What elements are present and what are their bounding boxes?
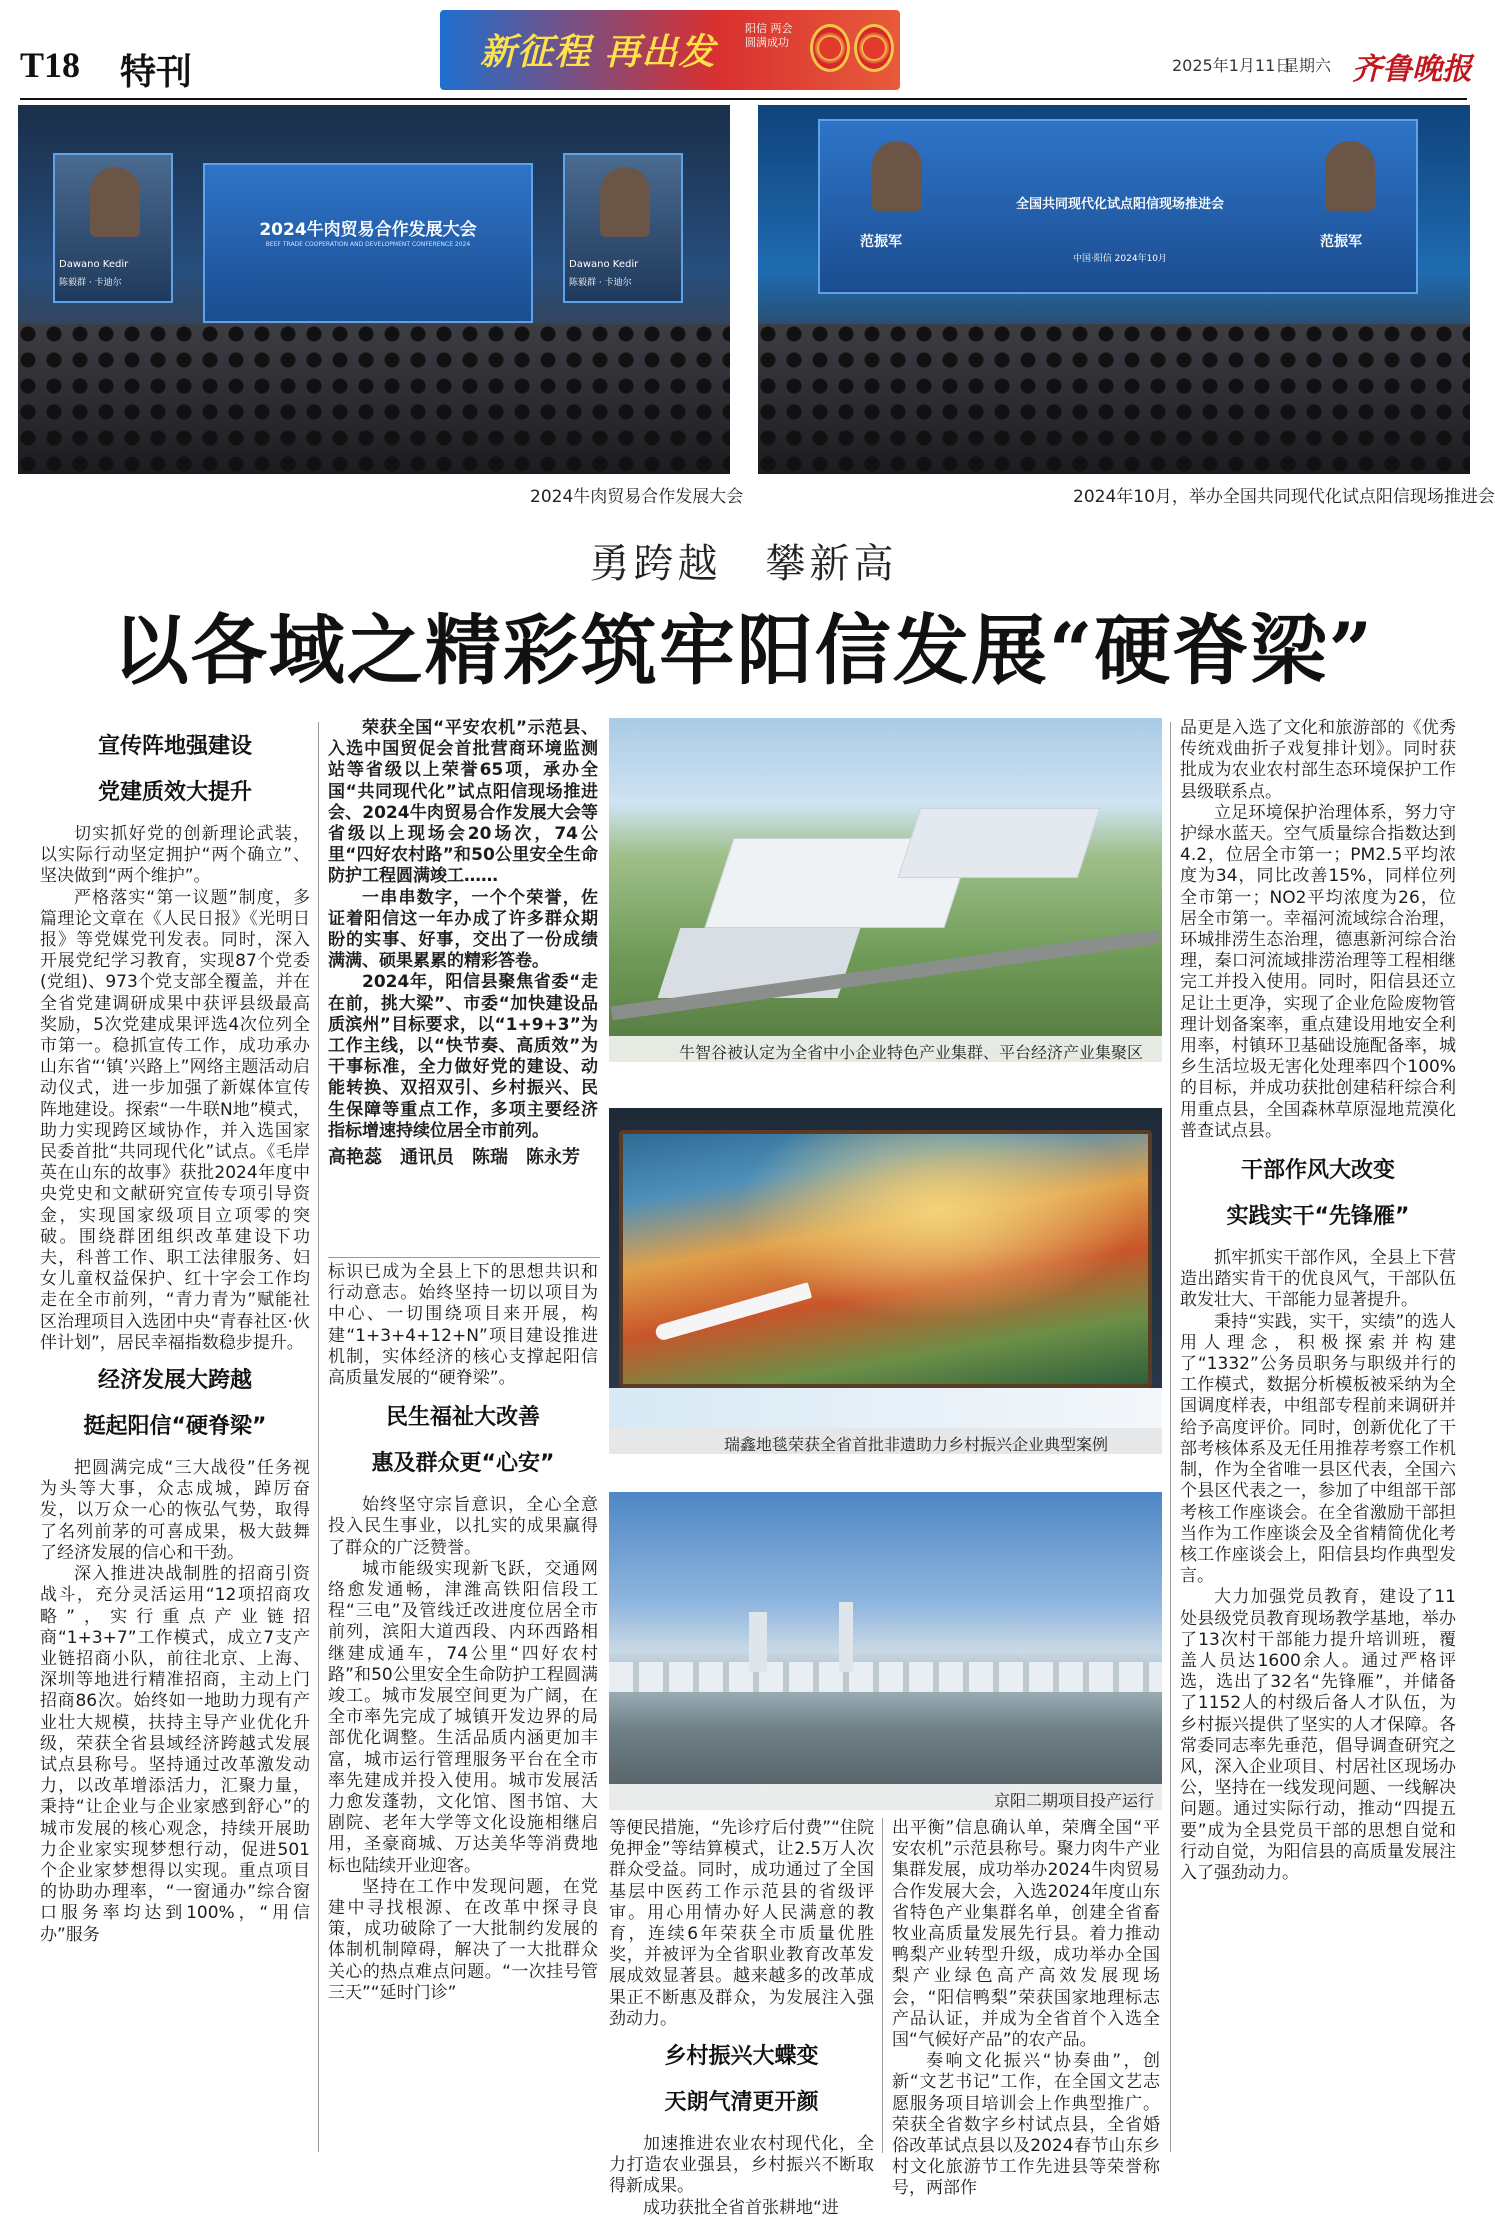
paragraph: 大力加强党员教育，建设了11处县级党员教育现场教学基地，举办了13次村干部能力提升培训班，覆盖人员达1600余人。通过严格评选，选出了32名“先锋雁”，并储备了1152人的村级后备人才队伍，为乡村振兴提供了坚实的人才保障。各常委同志率先垂范，倡导调查研究之风，深入企业项目、村居社区现场办公，坚持在一线发现问题、一线解决问题。通过实际行动，推动“四提五要”成为全县党员干部的思想自觉和行动自觉，为阳信县的高质量发展注入了强劲动力。 xyxy=(1180,1587,1456,1883)
paragraph: 严格落实“第一议题”制度，多篇理论文章在《人民日报》《光明日报》等党媒党刊发表。同时，深入开展党纪学习教育，实现87个党委(党组)、973个党支部全覆盖，并在全省党建调研成果中获评县级最高奖励，5次党建成果评选4次位列全市第一。稳抓宣传工作，成功承办山东省“‘镇’兴路上”网络主题活动启动仪式，进一步加强了新媒体宣传阵地建设。探索“一牛联N地”模式，助力实现跨区域协作，并入选国家民委首批“共同现代化”试点。《毛岸英在山东的故事》获批2024年度中央党史和文献研究宣传专项引导资金，实现国家级项目立项零的突破。围绕群团组织改革建设下功夫，科普工作、职工法律服务、妇女儿童权益保护、红十字会工作均走在全市前列，“青力青为”赋能社区治理项目入选团中央“青春社区·伙伴计划”，居民幸福指数稳步提升。 xyxy=(40,887,310,1353)
subhead: 宣传阵地强建设 xyxy=(97,734,252,759)
column-2 xyxy=(328,1262,598,2004)
chimney xyxy=(749,1612,767,1672)
paragraph: 深入推进决战制胜的招商引资战斗，充分灵活运用“12项招商攻略”，实行重点产业链招商“1+3+7”工作模式，成立7支产业链招商小队，前往北京、上海、深圳等地进行精准招商，主动上门招商86次。始终如一地助力现有产业壮大规模，扶持主导产业优化升级，荣获全省县域经济跨越式发展试点县称号。坚持通过改革激发动力，以改革增添活力，汇聚力量，秉持“让企业与企业家感到舒心”的城市发展的核心观念，持续开展助力企业家实现梦想行动，促进501个企业家梦想得以实现。重点项目的协助办理率，“一窗通办”综合窗口服务率均达到100%，“用信办”服务 xyxy=(40,1564,310,1945)
kicker-title: 勇跨越 攀新高 xyxy=(589,541,898,587)
paragraph: 加速推进农业农村现代化，全力打造农业强县，乡村振兴不断取得新成果。 xyxy=(609,2134,874,2197)
subhead: 干部作风大改变 xyxy=(1240,1158,1395,1184)
screen-title: 2024牛肉贸易合作发展大会 xyxy=(259,220,477,240)
lead-paragraph: 荣获全国“平安农机”示范县、入选中国贸促会首批营商环境监测站等省级以上荣誉65项，承办全国“共同现代化”试点阳信现场推进会、2024牛肉贸易合作发展大会等省级以上现场会20场次，74公里“四好农村路”和50公里安全生命防护工程圆满竣工…… xyxy=(328,718,598,887)
banner-ad xyxy=(440,10,900,90)
issue-weekday: 星期六 xyxy=(1283,56,1332,75)
right-side-screen xyxy=(563,153,683,303)
page-number: T18 xyxy=(20,45,81,85)
paragraph: 立足环境保护治理体系，努力守护绿水蓝天。空气质量综合指数达到4.2，位居全市第一；PM2.5平均浓度为34，同比改善15%，同样位列全市第一；NO2平均浓度为26，位居全市第一。幸福河流域综合治理，环城排涝生态治理，德惠新河综合治理，秦口河流域排涝治理等工程相继完工并投入使用。同时，阳信县还立足让土更净，实现了企业危险废物管理计划备案率，重点建设用地安全利用率，村镇环卫基础设施配备率，城乡生活垃圾无害化处理率四个100%的目标，并成功获批创建秸秆综合利用重点县，全国森林草原湿地荒漠化普查试点县。 xyxy=(1180,802,1456,1141)
caption-photo-4: 瑞鑫地毯荣获全省首批非遗助力乡村振兴企业典型案例 xyxy=(724,1435,1109,1454)
column-divider xyxy=(1170,722,1171,2152)
exhibit-floor xyxy=(609,1388,1162,1428)
paragraph: 标识已成为全县上下的思想共识和行动意志。始终坚持一切以项目为中心、一切围绕项目来开展，构建“1+3+4+12+N”项目建设推进机制，实体经济的核心支撑起阳信高质量发展的“硬脊梁”。 xyxy=(328,1262,598,1389)
column-divider xyxy=(318,722,319,2152)
screen-title: 全国共同现代化试点阳信现场推进会 xyxy=(1015,197,1224,212)
photo-niuzhigu-park xyxy=(609,718,1162,1062)
issue-date: 2025年1月11日 xyxy=(1172,56,1292,75)
banner-title: 新征程 再出发 xyxy=(480,32,716,73)
screen-title-en: BEEF TRADE COOPERATION AND DEVELOPMENT CONFERENCE 2024 xyxy=(265,241,471,248)
subhead: 民生福祉大改善 xyxy=(385,1405,540,1431)
section-name: 特刊 xyxy=(120,51,193,93)
speaker-name-cn-left: 陈毅群 · 卡迪尔 xyxy=(59,278,122,288)
audience xyxy=(18,324,730,474)
subhead: 惠及群众更“心安” xyxy=(371,1451,555,1477)
photo-jingyang-project xyxy=(609,1492,1162,1810)
stage-screen xyxy=(818,119,1418,294)
national-emblem-icon xyxy=(810,24,850,72)
paragraph: 秉持“实践，实干，实绩”的选人用人理念，积极探索并构建了“1332”公务员职务与职级并行的工作模式，数据分析模板被采纳为全国调度样表，中组部专程前来调研并给予高度评价。同时，创新优化了干部考核体系及无任用推荐考察工作机制，作为全省唯一县区代表，全国六个县区代表之一，参加了中组部干部考核工作座谈会。在全省激励干部担当作为工作座谈会及全省精简优化考核工作座谈会上，阳信县均作典型发言。 xyxy=(1180,1311,1456,1587)
caption-photo-1: 2024牛肉贸易合作发展大会 xyxy=(530,487,744,507)
paragraph: 始终坚守宗旨意识，全心全意投入民生事业，以扎实的成果赢得了群众的广泛赞誉。 xyxy=(328,1495,598,1558)
page-header xyxy=(0,0,1487,100)
lead-paragraph: 2024年，阳信县聚焦省委“走在前，挑大梁”、市委“加快建设品质滨州”目标要求，以“1+9+3”为工作主线，以“快节奏、高质效”为干事标准，全力做好党的建设、动能转换、双招双引、乡村振兴、民生保障等重点工作，多项主要经济指标增速持续位居全市前列。 xyxy=(328,972,598,1141)
paragraph: 把圆满完成“三大战役”任务视为头等大事，众志成城，踔厉奋发，以万众一心的恢弘气势，取得了名列前茅的可喜成果，极大鼓舞了经济发展的信心和干劲。 xyxy=(40,1458,310,1563)
left-side-screen xyxy=(53,153,173,303)
photo-ruixin-carpet xyxy=(609,1108,1162,1454)
lead-paragraph: 一串串数字，一个个荣誉，佐证着阳信这一年办成了许多群众期盼的实事、好事，交出了一份成绩满满、硕果累累的精彩答卷。 xyxy=(328,887,598,972)
intro-separator xyxy=(328,1257,600,1258)
speaker-name-cn-right: 陈毅群 · 卡迪尔 xyxy=(569,278,632,288)
main-headline: 以各域之精彩筑牢阳信发展“硬脊梁” xyxy=(112,606,1375,695)
speaker-name-left: Dawano Kedir xyxy=(59,259,129,270)
banner-subtitle: 阳信 两会 圆满成功 xyxy=(745,22,793,49)
cppcc-emblem-icon xyxy=(854,24,894,72)
screen-date: 中国·阳信 2024年10月 xyxy=(1072,254,1168,264)
speaker-portrait-left xyxy=(872,141,922,211)
column-2-intro xyxy=(328,718,598,1174)
speaker-portrait-left xyxy=(90,167,140,237)
paragraph: 城市能级实现新飞跃，交通网络愈发通畅，津潍高铁阳信段工程“三电”及管线迁改进度位居全市前列，滨阳大道西段、内环西路相继建成通车，74公里“四好农村路”和50公里安全生命防护工程圆满竣工。城市发展空间更为广阔，在全市率先完成了城镇开发边界的局部优化调整。生活品质内涵更加丰富，城市运行管理服务平台在全市率先建成并投入使用。城市发展活力愈发蓬勃，文化馆、图书馆、大剧院、老年大学等文化设施相继启用，圣豪商城、万达美华等消费地标也陆续开业迎客。 xyxy=(328,1558,598,1876)
speaker-portrait-right xyxy=(600,167,650,237)
subhead: 实践实干“先锋雁” xyxy=(1226,1204,1410,1230)
photo-modernization-meeting xyxy=(758,105,1470,474)
column-divider xyxy=(882,1818,883,2153)
speaker-portrait-right xyxy=(1325,141,1375,211)
byline: 高艳蕊 通讯员 陈瑞 陈永芳 xyxy=(328,1147,580,1169)
speaker-name-right: Dawano Kedir xyxy=(569,259,639,270)
column-1 xyxy=(40,724,310,1946)
paragraph: 奏响文化振兴“协奏曲”，创新“文艺书记”工作，在全国文艺志愿服务项目培训会上作典型推广。荣获全省数字乡村试点县，全省婚俗改革试点县以及2024春节山东乡村文化旅游节工作先进县等荣誉称号，两部作 xyxy=(892,2051,1160,2199)
paragraph: 抓牢抓实干部作风，全县上下营造出踏实肯干的优良风气，干部队伍敢发壮大、干部能力显著提升。 xyxy=(1180,1248,1456,1311)
subhead: 党建质效大提升 xyxy=(97,780,252,805)
caption-photo-5: 京阳二期项目投产运行 xyxy=(994,1791,1155,1810)
paragraph: 等便民措施，“先诊疗后付费”“住院免押金”等结算模式，让2.5万人次群众受益。同时，成功通过了全国基层中医药工作示范县的省级评审。用心用情办好人民满意的教育，连续6年荣获全市质量优胜奖，并被评为全省职业教育改革发展成效显著县。越来越多的改革成果正不断惠及群众，为发展注入强劲动力。 xyxy=(609,1818,874,2029)
paragraph: 成功获批全省首张耕地“进 xyxy=(643,2197,839,2218)
chimney xyxy=(839,1602,853,1672)
storage-tanks xyxy=(609,1662,1162,1692)
paragraph: 品更是入选了文化和旅游部的《优秀传统戏曲折子戏复排计划》。同时获批成为农业农村部生态环境保护工作县级联系点。 xyxy=(1180,718,1456,802)
paragraph: 坚持在工作中发现问题，在党建中寻找根源、在改革中探寻良策，成功破除了一大批制约发展的体制机制障碍，解决了一大批群众关心的热点难点问题。“一次挂号管三天”“延时门诊” xyxy=(328,1876,598,2003)
train-motif xyxy=(654,1282,812,1341)
column-5 xyxy=(1180,718,1456,1884)
header-rule xyxy=(20,98,1467,100)
screen-name-left: 范振军 xyxy=(860,234,902,250)
paragraph: 出平衡”信息确认单，荣膺全国“平安农机”示范县称号。聚力肉牛产业集群发展，成功举办2024牛肉贸易合作发展大会，入选2024年度山东省特色产业集群名单，创建全省畜牧业高质量发展先行县。着力推动鸭梨产业转型升级，成功举办全国梨产业绿色高产高效发展现场会，“阳信鸭梨”荣获国家地理标志产品认证，并成为全省首个入选全国“气候好产品”的农产品。 xyxy=(892,1818,1160,2051)
subhead: 挺起阳信“硬脊梁” xyxy=(83,1414,267,1440)
caption-photo-2: 2024年10月，举办全国共同现代化试点阳信现场推进会 xyxy=(1073,487,1495,507)
newspaper-logo: 齐鲁晚报 xyxy=(1352,52,1472,87)
column-3 xyxy=(609,1818,874,2219)
stage-screen xyxy=(203,163,533,323)
paragraph: 切实抓好党的创新理论武装，以实际行动坚定拥护“两个确立”、坚决做到“两个维护”。 xyxy=(40,824,310,887)
audience xyxy=(758,324,1470,474)
column-4 xyxy=(892,1818,1160,2200)
subhead: 天朗气清更开颜 xyxy=(664,2090,819,2116)
subhead: 乡村振兴大蝶变 xyxy=(664,2044,819,2070)
factory-building xyxy=(898,808,1101,878)
carpet-artwork xyxy=(619,1130,1152,1388)
screen-name-right: 范振军 xyxy=(1320,234,1362,250)
photo-beef-conference xyxy=(18,105,730,474)
caption-photo-3: 牛智谷被认定为全省中小企业特色产业集群、平台经济产业集聚区 xyxy=(679,1043,1144,1062)
subhead: 经济发展大跨越 xyxy=(97,1368,252,1394)
